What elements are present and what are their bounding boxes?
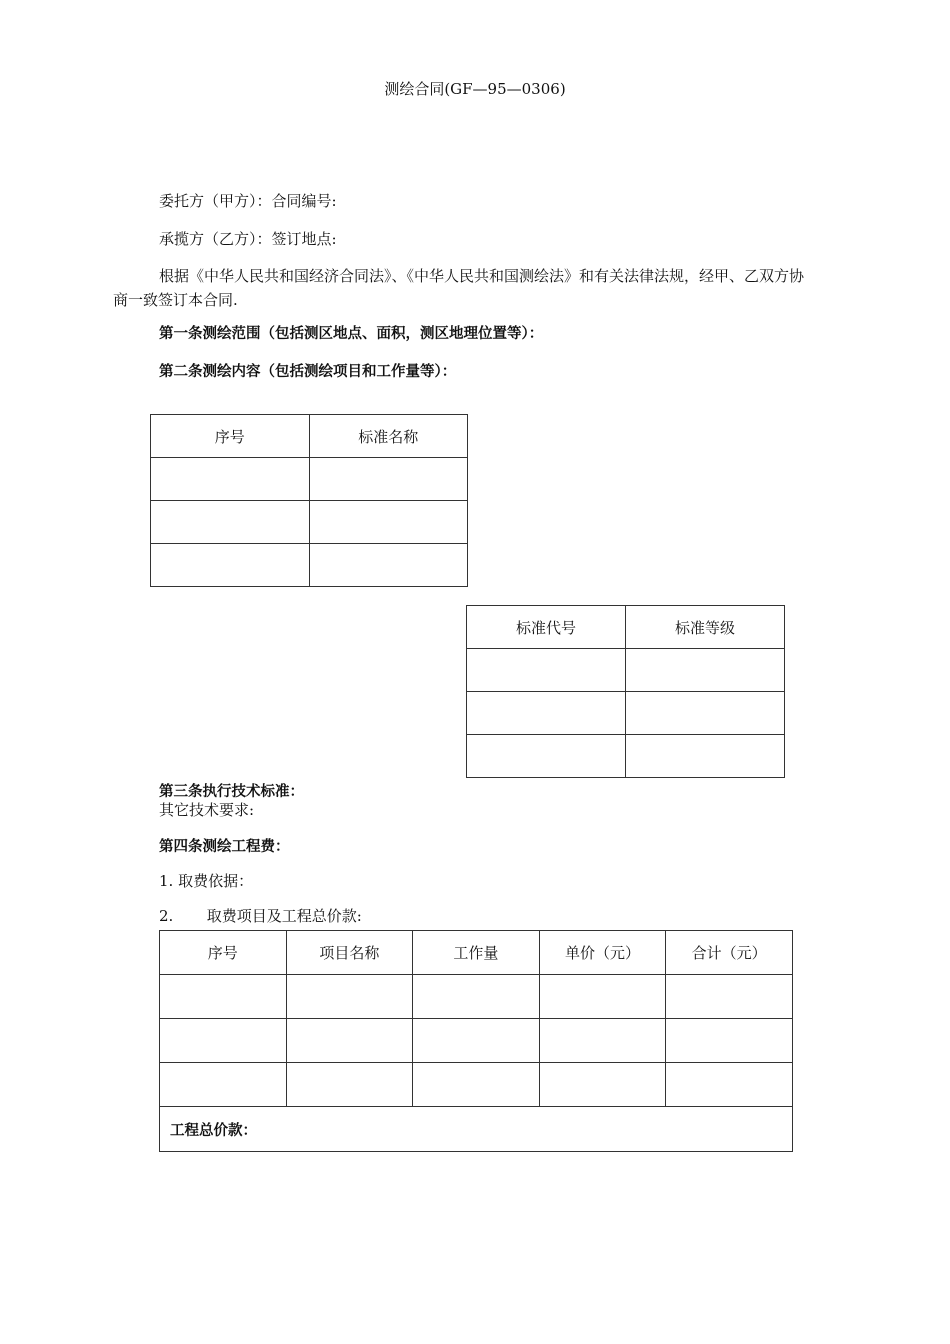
table-cell[interactable] xyxy=(160,1019,287,1063)
table-row xyxy=(151,501,468,544)
client-line: 委托方（甲方）：合同编号: xyxy=(159,192,337,210)
table-cell[interactable] xyxy=(413,975,540,1019)
header-cell: 序号 xyxy=(151,415,310,458)
other-requirements-line: 其它技术要求: xyxy=(159,801,255,819)
header-cell: 单价（元） xyxy=(539,931,666,975)
table-cell[interactable] xyxy=(160,1063,287,1107)
table-header-row xyxy=(160,931,793,975)
table-cell[interactable] xyxy=(151,501,310,544)
table-row xyxy=(467,735,785,778)
document-title: 测绘合同(GF—95—0306) xyxy=(384,80,566,98)
table-row xyxy=(467,692,785,735)
table-header-row xyxy=(467,606,785,649)
table-row xyxy=(160,1019,793,1063)
table-cell[interactable] xyxy=(539,1063,666,1107)
table-cell[interactable] xyxy=(286,1063,413,1107)
contractor-line: 承揽方（乙方）：签订地点: xyxy=(159,230,337,248)
article-2-heading: 第二条测绘内容（包括测绘项目和工作量等）： xyxy=(159,364,457,380)
table-cell[interactable] xyxy=(151,544,310,587)
table-cell[interactable] xyxy=(626,692,785,735)
table-cell[interactable] xyxy=(666,975,793,1019)
standard-code-table xyxy=(466,605,785,778)
table-cell[interactable] xyxy=(666,1063,793,1107)
table-cell[interactable] xyxy=(666,1019,793,1063)
header-cell: 标准等级 xyxy=(626,606,785,649)
table-cell[interactable] xyxy=(539,975,666,1019)
fee-basis-line: 1. 取费依据： xyxy=(159,872,254,890)
article-4-heading: 第四条测绘工程费： xyxy=(159,839,290,855)
table-cell[interactable] xyxy=(539,1019,666,1063)
table-cell[interactable] xyxy=(160,975,287,1019)
table-cell[interactable] xyxy=(413,1019,540,1063)
table-cell[interactable] xyxy=(286,1019,413,1063)
article-3-heading: 第三条执行技术标准： xyxy=(159,784,304,800)
table-cell[interactable] xyxy=(413,1063,540,1107)
fee-table xyxy=(159,930,793,1152)
table-cell[interactable] xyxy=(309,544,468,587)
fee-items-label: 2. 取费项目及工程总价款: xyxy=(159,907,362,925)
table-cell[interactable] xyxy=(467,735,626,778)
table-cell[interactable] xyxy=(309,501,468,544)
table-cell[interactable] xyxy=(309,458,468,501)
table-cell[interactable] xyxy=(626,649,785,692)
total-row xyxy=(160,1107,793,1152)
header-cell: 合计（元） xyxy=(666,931,793,975)
header-cell: 序号 xyxy=(160,931,287,975)
table-header-row xyxy=(151,415,468,458)
table-row xyxy=(160,1063,793,1107)
header-cell: 标准代号 xyxy=(467,606,626,649)
total-price-label: 工程总价款： xyxy=(160,1107,793,1152)
header-cell: 工作量 xyxy=(413,931,540,975)
preamble-paragraph: 根据《中华人民共和国经济合同法》、《中华人民共和国测绘法》和有关法律法规，经甲、乙双方协商一致签订本合同. xyxy=(113,267,805,309)
table-row xyxy=(467,649,785,692)
table-row xyxy=(151,544,468,587)
article-1-heading: 第一条测绘范围（包括测区地点、面积，测区地理位置等）： xyxy=(159,326,544,342)
table-row xyxy=(160,975,793,1019)
table-cell[interactable] xyxy=(286,975,413,1019)
table-cell[interactable] xyxy=(151,458,310,501)
table-cell[interactable] xyxy=(467,649,626,692)
standard-name-table xyxy=(150,414,468,587)
header-cell: 项目名称 xyxy=(286,931,413,975)
header-cell: 标准名称 xyxy=(309,415,468,458)
table-cell[interactable] xyxy=(626,735,785,778)
table-cell[interactable] xyxy=(467,692,626,735)
table-row xyxy=(151,458,468,501)
